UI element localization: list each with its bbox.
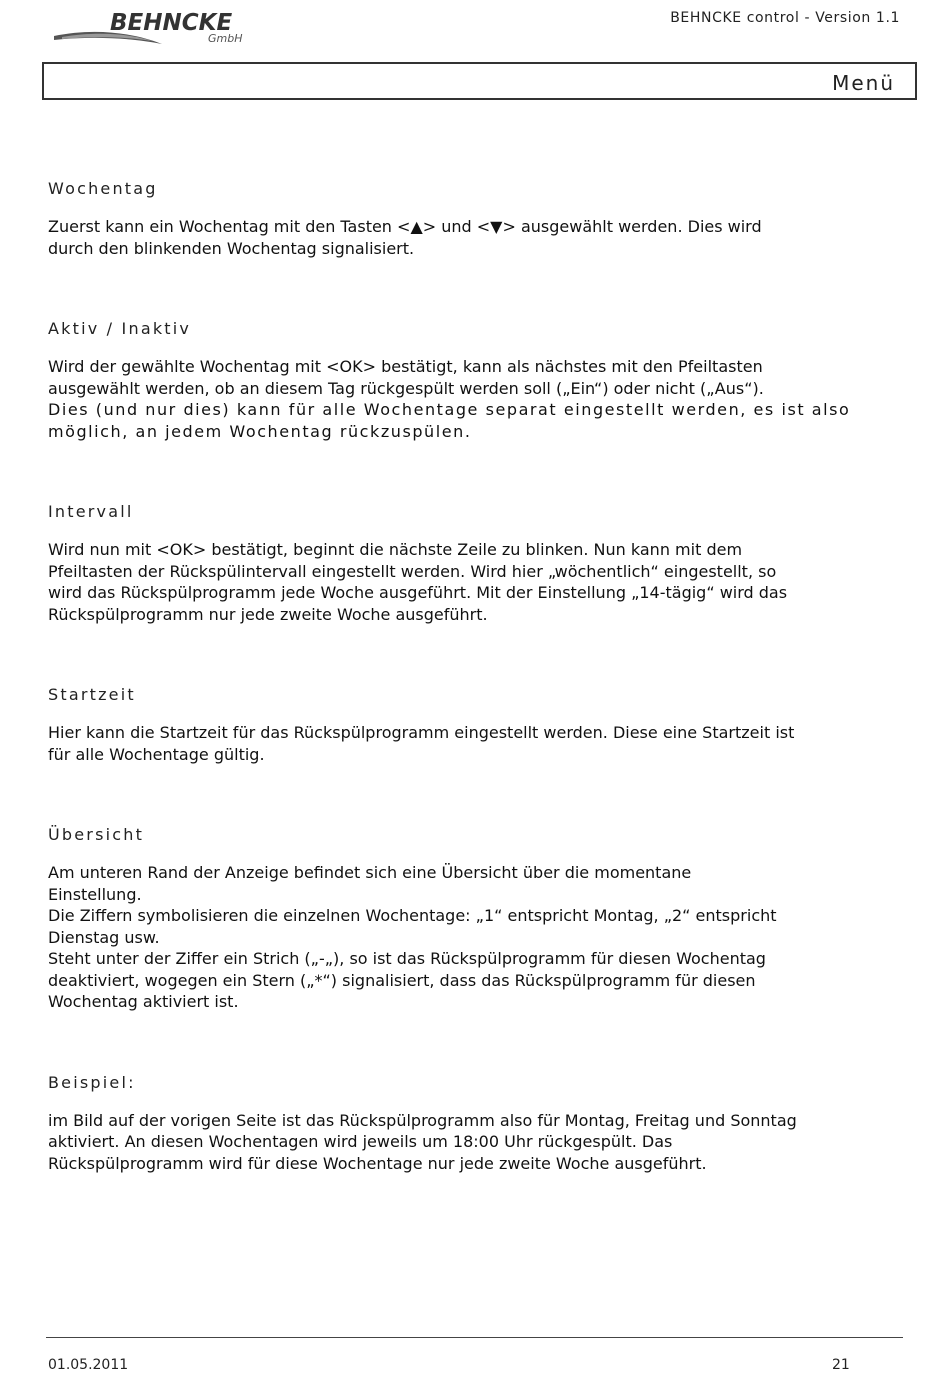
section-paragraph [48,216,898,259]
text-line: Dienstag usw. [48,927,160,947]
section-heading: Wochentag [48,179,158,198]
footer-divider [46,1337,903,1338]
text-line: Die Ziffern symbolisieren die einzelnen Wochentage: „1“ entspricht Montag, „2“ entspricht [48,906,777,925]
text-line: Hier kann die Startzeit für das Rückspülprogramm eingestellt werden. Diese eine Startzeit ist [48,723,795,742]
version-label: BEHNCKE control - Version 1.1 [670,10,900,26]
text-line: wird das Rückspülprogramm jede Woche ausgeführt. Mit der Einstellung „14-tägig“ wird das [48,583,788,602]
logo-graphic [52,6,262,50]
text-line: Rückspülprogramm nur jede zweite Woche ausgeführt. [48,604,488,624]
section-beispiel [48,1072,898,1175]
text-line: Wird der gewählte Wochentag mit <OK> bestätigt, kann als nächstes mit den Pfeiltasten [48,357,763,376]
text-line: Wird nun mit <OK> bestätigt, beginnt die nächste Zeile zu blinken. Nun kann mit dem [48,540,743,559]
logo-name: BEHNCKE [110,10,233,36]
section-heading: Intervall [48,502,134,521]
document-body [48,178,898,1174]
section-heading: Beispiel: [48,1072,136,1092]
text-line: Wochentag aktiviert ist. [48,992,239,1011]
section-heading: Übersicht [48,825,145,844]
section-paragraph [48,539,898,625]
text-line: aktiviert. An diesen Wochentagen wird jeweils um 18:00 Uhr rückgespült. Das [48,1132,673,1151]
footer-date: 01.05.2011 [48,1357,129,1373]
section-paragraph [48,356,898,442]
page-number: 21 [832,1357,850,1373]
text-line: im Bild auf der vorigen Seite ist das Rückspülprogramm also für Montag, Freitag und Sonntag [48,1110,797,1130]
section-paragraph [48,862,898,1013]
menu-header-box [42,62,917,100]
text-line: Steht unter der Ziffer ein Strich („-„), so ist das Rückspülprogramm für diesen Wochentag [48,949,766,968]
section-wochentag [48,178,898,259]
company-logo [52,6,262,50]
text-line: möglich, an jedem Wochentag rückzuspülen. [48,421,472,441]
section-startzeit [48,684,898,765]
text-line: Einstellung. [48,884,142,904]
logo-sub: GmbH [208,32,243,45]
text-line: Rückspülprogramm wird für diese Wochentage nur jede zweite Woche ausgeführt. [48,1153,707,1173]
text-line: Dies (und nur dies) kann für alle Wochentage separat eingestellt werden, es ist also [48,400,851,419]
section-paragraph [48,722,898,765]
text-line: durch den blinkenden Wochentag signalisiert. [48,238,415,258]
text-line: deaktiviert, wogegen ein Stern („*“) signalisiert, dass das Rückspülprogramm für diesen [48,970,756,990]
section-paragraph [48,1110,898,1175]
section-intervall [48,501,898,625]
text-line: Zuerst kann ein Wochentag mit den Tasten <▲> und <▼> ausgewählt werden. Dies wird [48,217,762,236]
section-uebersicht [48,824,898,1013]
menu-title: Menü [832,71,895,95]
text-line: Pfeiltasten der Rückspülintervall eingestellt werden. Wird hier „wöchentlich“ eingestellt, so [48,561,777,581]
section-heading: Aktiv / Inaktiv [48,319,192,338]
text-line: Am unteren Rand der Anzeige befindet sich eine Übersicht über die momentane [48,863,692,882]
section-heading: Startzeit [48,685,136,704]
text-line: ausgewählt werden, ob an diesem Tag rückgespült werden soll („Ein“) oder nicht („Aus“). [48,378,764,398]
text-line: für alle Wochentage gültig. [48,744,265,764]
section-aktiv-inaktiv [48,318,898,442]
